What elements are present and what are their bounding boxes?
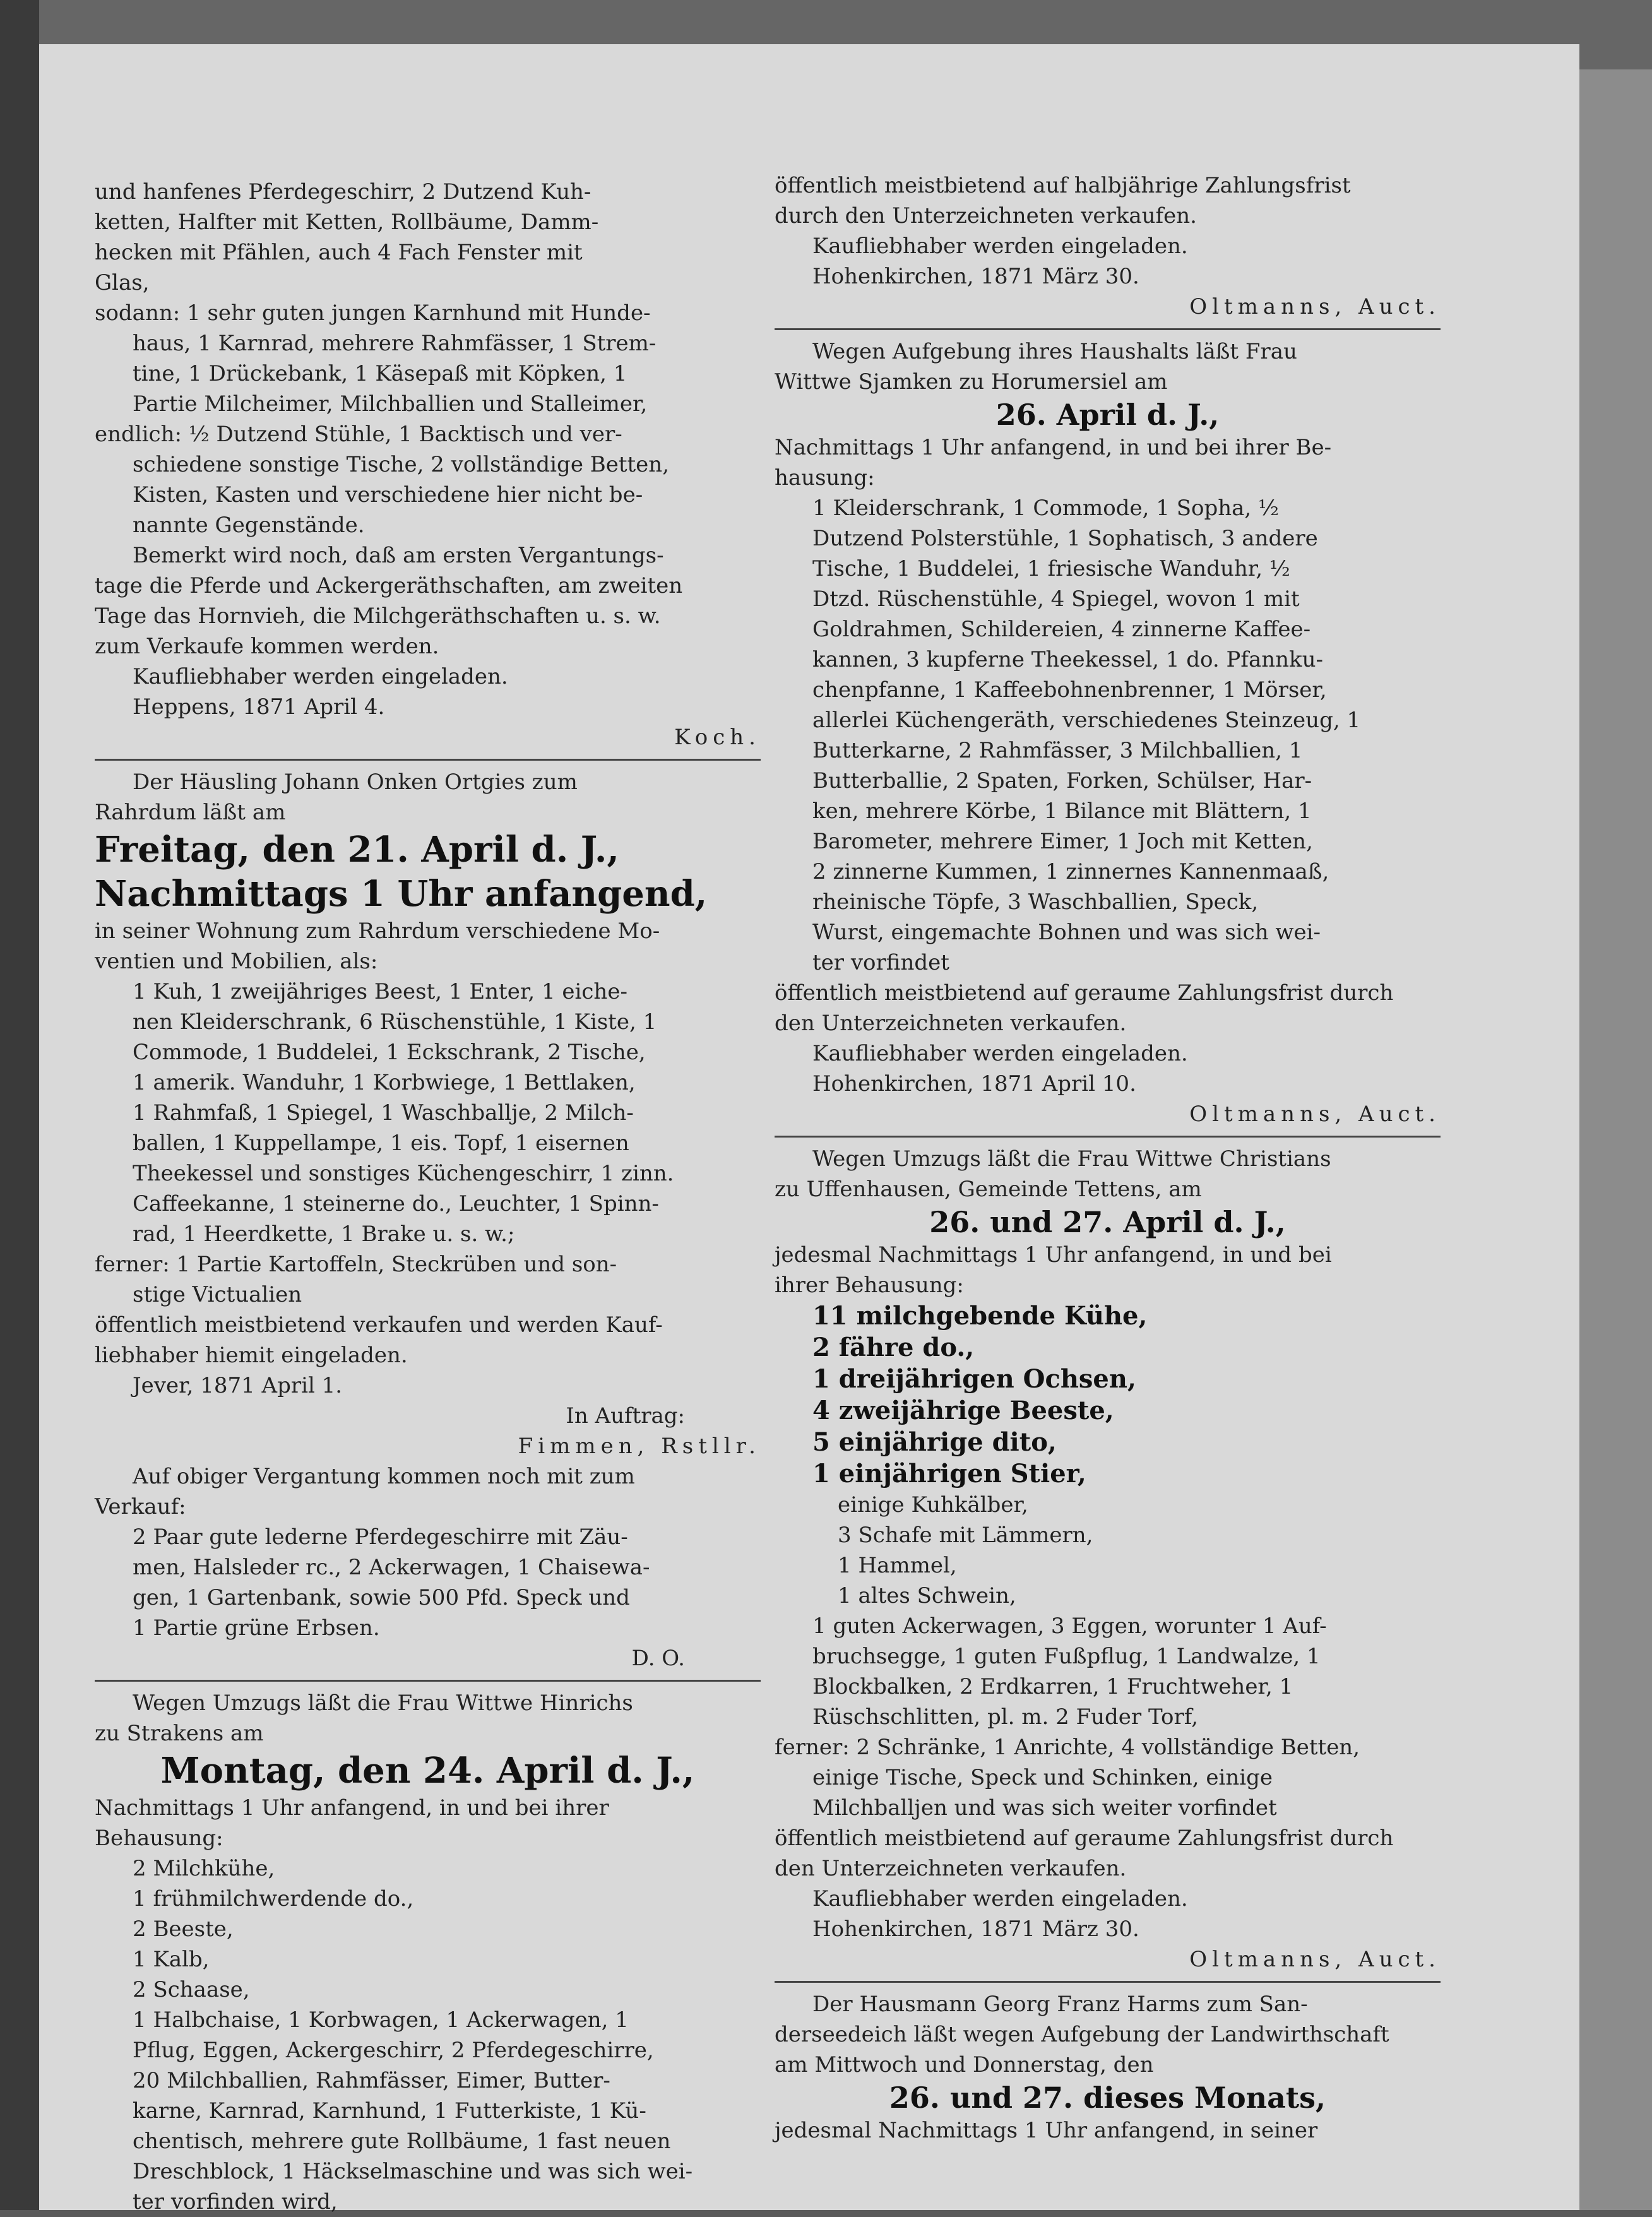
text-line: den Unterzeichneten verkaufen.: [775, 1856, 1127, 1881]
text-line: 1 frühmilchwerdende do.,: [133, 1886, 414, 1911]
text-line: Tage das Hornvieh, die Milchgeräthschaften u. s. w.: [95, 603, 661, 629]
text-line: tine, 1 Drückebank, 1 Käsepaß mit Köpken, 1: [133, 361, 627, 386]
text-line: Behausung:: [95, 1826, 223, 1851]
text-line: 1 amerik. Wanduhr, 1 Korbwiege, 1 Bettlaken,: [133, 1070, 636, 1095]
ad-intro: Wegen Umzugs läßt die Frau Wittwe Hinrichs: [133, 1691, 633, 1716]
text-line: Wurst, eingemachte Bohnen und was sich wei-: [812, 920, 1321, 945]
ad-headline: Freitag, den 21. April d. J.,: [95, 829, 619, 871]
text-line: Kaufliebhaber werden eingeladen.: [812, 1886, 1188, 1911]
text-line: 2 Beeste,: [133, 1917, 234, 1942]
text-line: liebhaber hiemit eingeladen.: [95, 1343, 408, 1368]
text-line: Nachmittags 1 Uhr anfangend, in und bei ihrer Be-: [775, 435, 1332, 460]
text-line: Kaufliebhaber werden eingeladen.: [812, 1041, 1188, 1066]
text-line: in seiner Wohnung zum Rahrdum verschiedene Mo-: [95, 918, 660, 944]
text-line: Blockbalken, 2 Erdkarren, 1 Fruchtweher, 1: [812, 1674, 1293, 1699]
text-line: ken, mehrere Körbe, 1 Bilance mit Blättern, 1: [812, 799, 1312, 824]
text-line: Theekessel und sonstiges Küchengeschirr, 1 zinn.: [133, 1161, 674, 1186]
livestock-item: 4 zweijährige Beeste,: [812, 1396, 1114, 1425]
text-line: und hanfenes Pferdegeschirr, 2 Dutzend Kuh-: [95, 179, 591, 205]
text-line: Jever, 1871 April 1.: [133, 1373, 343, 1398]
signature: Oltmanns, Auct.: [1189, 1947, 1441, 1972]
page-edge: [1579, 69, 1652, 2210]
text-line: tage die Pferde und Ackergeräthschaften, am zweiten: [95, 573, 683, 598]
text-line: allerlei Küchengeräth, verschiedenes Steinzeug, 1: [812, 708, 1361, 733]
text-line: Dtzd. Rüschenstühle, 4 Spiegel, wovon 1 mit: [812, 586, 1300, 612]
ad-intro: zu Uffenhausen, Gemeinde Tettens, am: [775, 1177, 1202, 1202]
left-ad-1: [95, 177, 761, 752]
text-line: Tische, 1 Buddelei, 1 friesische Wanduhr, ½: [812, 556, 1290, 581]
ad-intro: Der Häusling Johann Onken Ortgies zum: [133, 770, 578, 795]
book-gutter: [0, 0, 39, 2210]
text-line: einige Tische, Speck und Schinken, einige: [812, 1765, 1273, 1790]
auftrag-label: In Auftrag:: [566, 1403, 685, 1429]
ad-intro: Der Hausmann Georg Franz Harms zum San-: [812, 1992, 1308, 2017]
ad-headline: 26. und 27. dieses Monats,: [889, 2081, 1326, 2115]
separator-rule: [95, 759, 761, 761]
separator-rule: [775, 1981, 1441, 1983]
text-line: 1 Rahmfaß, 1 Spiegel, 1 Waschballje, 2 Milch-: [133, 1100, 634, 1126]
text-line: Auf obiger Vergantung kommen noch mit zum: [133, 1464, 635, 1489]
signature: D. O.: [631, 1646, 685, 1671]
signature: Koch.: [674, 725, 761, 750]
text-line: ferner: 2 Schränke, 1 Anrichte, 4 vollständige Betten,: [775, 1735, 1360, 1760]
text-line: sodann: 1 sehr guten jungen Karnhund mit Hunde-: [95, 300, 651, 326]
livestock-item: 1 einjährigen Stier,: [812, 1459, 1086, 1489]
ad-intro: Wegen Umzugs läßt die Frau Wittwe Christians: [812, 1146, 1331, 1172]
ad-intro: am Mittwoch und Donnerstag, den: [775, 2052, 1154, 2077]
text-line: Nachmittags 1 Uhr anfangend, in und bei ihrer: [95, 1795, 609, 1821]
text-line: Glas,: [95, 270, 150, 295]
text-line: hecken mit Pfählen, auch 4 Fach Fenster mit: [95, 240, 583, 265]
text-line: 1 Hammel,: [838, 1553, 957, 1578]
text-line: ter vorfinden wird,: [133, 2189, 338, 2214]
right-ad-1: [775, 170, 1441, 322]
text-line: Goldrahmen, Schildereien, 4 zinnerne Kaffee-: [812, 617, 1311, 642]
text-line: 1 Kuh, 1 zweijähriges Beest, 1 Enter, 1 eiche-: [133, 979, 627, 1004]
right-ad-4: [775, 1989, 1441, 2146]
text-line: jedesmal Nachmittags 1 Uhr anfangend, in und bei: [775, 1242, 1332, 1268]
text-line: 1 altes Schwein,: [838, 1583, 1016, 1608]
text-line: einige Kuhkälber,: [838, 1492, 1028, 1518]
text-line: chentisch, mehrere gute Rollbäume, 1 fast neuen: [133, 2129, 671, 2154]
text-line: 3 Schafe mit Lämmern,: [838, 1523, 1093, 1548]
text-line: Bemerkt wird noch, daß am ersten Vergantungs-: [133, 543, 664, 568]
ad-intro: Wittwe Sjamken zu Horumersiel am: [775, 369, 1168, 395]
text-line: Hohenkirchen, 1871 März 30.: [812, 264, 1139, 289]
text-line: zum Verkaufe kommen werden.: [95, 634, 439, 659]
left-column: [95, 177, 761, 2217]
ad-intro: Wegen Aufgebung ihres Haushalts läßt Frau: [812, 339, 1297, 364]
text-line: stige Victualien: [133, 1282, 302, 1307]
separator-rule: [775, 328, 1441, 330]
ad-headline: 26. und 27. April d. J.,: [929, 1205, 1286, 1239]
text-line: ventien und Mobilien, als:: [95, 949, 378, 974]
newspaper-page: [39, 44, 1579, 2214]
text-line: 20 Milchballien, Rahmfässer, Eimer, Butter-: [133, 2068, 610, 2093]
text-line: 1 Kalb,: [133, 1947, 210, 1972]
livestock-item: 5 einjährige dito,: [812, 1427, 1057, 1457]
text-line: 2 Schaase,: [133, 1977, 250, 2002]
text-line: haus, 1 Karnrad, mehrere Rahmfässer, 1 Strem-: [133, 331, 657, 356]
separator-rule: [775, 1136, 1441, 1138]
left-ad-2: [95, 767, 761, 1673]
text-line: 1 Halbchaise, 1 Korbwagen, 1 Ackerwagen, 1: [133, 2007, 629, 2033]
livestock-item: 1 dreijährigen Ochsen,: [812, 1364, 1136, 1394]
text-line: Milchballjen und was sich weiter vorfindet: [812, 1795, 1277, 1821]
right-ad-2: [775, 336, 1441, 1129]
signature: Oltmanns, Auct.: [1189, 1102, 1441, 1127]
text-line: schiedene sonstige Tische, 2 vollständige Betten,: [133, 452, 669, 477]
text-line: Butterkarne, 2 Rahmfässer, 3 Milchballien, 1: [812, 738, 1303, 763]
text-line: ketten, Halfter mit Ketten, Rollbäume, Damm-: [95, 210, 599, 235]
text-line: den Unterzeichneten verkaufen.: [775, 1011, 1127, 1036]
text-line: öffentlich meistbietend auf geraume Zahlungsfrist durch: [775, 1826, 1394, 1851]
right-ad-3: [775, 1144, 1441, 1975]
signature: Fimmen, Rstllr.: [518, 1434, 761, 1459]
ad-headline: 26. April d. J.,: [995, 398, 1220, 432]
text-line: Hohenkirchen, 1871 März 30.: [812, 1917, 1139, 1942]
text-line: öffentlich meistbietend auf geraume Zahlungsfrist durch: [775, 980, 1394, 1006]
text-line: 2 Paar gute lederne Pferdegeschirre mit Zäu-: [133, 1525, 628, 1550]
text-line: Commode, 1 Buddelei, 1 Eckschrank, 2 Tische,: [133, 1040, 646, 1065]
text-line: Partie Milcheimer, Milchballien und Stalleimer,: [133, 391, 648, 417]
text-line: endlich: ½ Dutzend Stühle, 1 Backtisch und ver-: [95, 422, 622, 447]
text-line: Kisten, Kasten und verschiedene hier nicht be-: [133, 482, 643, 508]
text-line: bruchsegge, 1 guten Fußpflug, 1 Landwalze, 1: [812, 1644, 1321, 1669]
text-line: hausung:: [775, 465, 875, 490]
text-line: Rüschschlitten, pl. m. 2 Fuder Torf,: [812, 1704, 1198, 1730]
text-line: Verkauf:: [95, 1494, 186, 1519]
text-line: gen, 1 Gartenbank, sowie 500 Pfd. Speck und: [133, 1585, 630, 1610]
text-line: 2 zinnerne Kummen, 1 zinnernes Kannenmaaß,: [812, 859, 1329, 884]
text-line: 1 Kleiderschrank, 1 Commode, 1 Sopha, ½: [812, 496, 1279, 521]
text-line: Heppens, 1871 April 4.: [133, 694, 385, 720]
text-line: ferner: 1 Partie Kartoffeln, Steckrüben und son-: [95, 1252, 617, 1277]
right-column: [775, 170, 1441, 2146]
text-line: Butterballie, 2 Spaten, Forken, Schülser, Har-: [812, 768, 1312, 793]
livestock-item: 2 fähre do.,: [812, 1333, 975, 1362]
signature: Oltmanns, Auct.: [1189, 294, 1441, 319]
left-ad-3: [95, 1688, 761, 2217]
text-line: jedesmal Nachmittags 1 Uhr anfangend, in seiner: [775, 2118, 1318, 2143]
text-line: Barometer, mehrere Eimer, 1 Joch mit Ketten,: [812, 829, 1313, 854]
text-line: Kaufliebhaber werden eingeladen.: [133, 664, 508, 689]
text-line: men, Halsleder rc., 2 Ackerwagen, 1 Chaisewa-: [133, 1555, 650, 1580]
ad-intro: Rahrdum läßt am: [95, 800, 286, 825]
text-line: Dreschblock, 1 Häckselmaschine und was sich wei-: [133, 2159, 693, 2184]
text-line: ter vorfindet: [812, 950, 949, 975]
text-line: 1 Partie grüne Erbsen.: [133, 1615, 380, 1641]
text-line: ihrer Behausung:: [775, 1273, 964, 1298]
text-line: Hohenkirchen, 1871 April 10.: [812, 1071, 1136, 1097]
ad-intro: derseedeich läßt wegen Aufgebung der Landwirthschaft: [775, 2022, 1389, 2047]
text-line: 2 Milchkühe,: [133, 1856, 275, 1881]
separator-rule: [95, 1680, 761, 1682]
text-line: öffentlich meistbietend verkaufen und werden Kauf-: [95, 1312, 663, 1338]
text-line: öffentlich meistbietend auf halbjährige Zahlungsfrist: [775, 173, 1351, 198]
text-line: rad, 1 Heerdkette, 1 Brake u. s. w.;: [133, 1221, 515, 1247]
text-line: durch den Unterzeichneten verkaufen.: [775, 203, 1197, 229]
livestock-item: 11 milchgebende Kühe,: [812, 1301, 1148, 1331]
text-line: chenpfanne, 1 Kaffeebohnenbrenner, 1 Mörser,: [812, 677, 1327, 703]
ad-intro: zu Strakens am: [95, 1721, 264, 1746]
text-line: nen Kleiderschrank, 6 Rüschenstühle, 1 Kiste, 1: [133, 1009, 657, 1035]
text-line: 1 guten Ackerwagen, 3 Eggen, worunter 1 Auf-: [812, 1614, 1327, 1639]
ad-headline: Nachmittags 1 Uhr anfangend,: [95, 873, 708, 915]
text-line: Caffeekanne, 1 steinerne do., Leuchter, 1 Spinn-: [133, 1191, 659, 1216]
text-line: kannen, 3 kupferne Theekessel, 1 do. Pfannku-: [812, 647, 1324, 672]
text-line: karne, Karnrad, Karnhund, 1 Futterkiste, 1 Kü-: [133, 2098, 646, 2124]
text-line: ballen, 1 Kuppellampe, 1 eis. Topf, 1 eisernen: [133, 1131, 629, 1156]
text-line: nannte Gegenstände.: [133, 513, 365, 538]
text-line: rheinische Töpfe, 3 Waschballien, Speck,: [812, 889, 1259, 915]
ad-headline: Montag, den 24. April d. J.,: [160, 1750, 695, 1792]
text-line: Dutzend Polsterstühle, 1 Sophatisch, 3 andere: [812, 526, 1318, 551]
text-line: Kaufliebhaber werden eingeladen.: [812, 234, 1188, 259]
text-line: Pflug, Eggen, Ackergeschirr, 2 Pferdegeschirre,: [133, 2038, 654, 2063]
